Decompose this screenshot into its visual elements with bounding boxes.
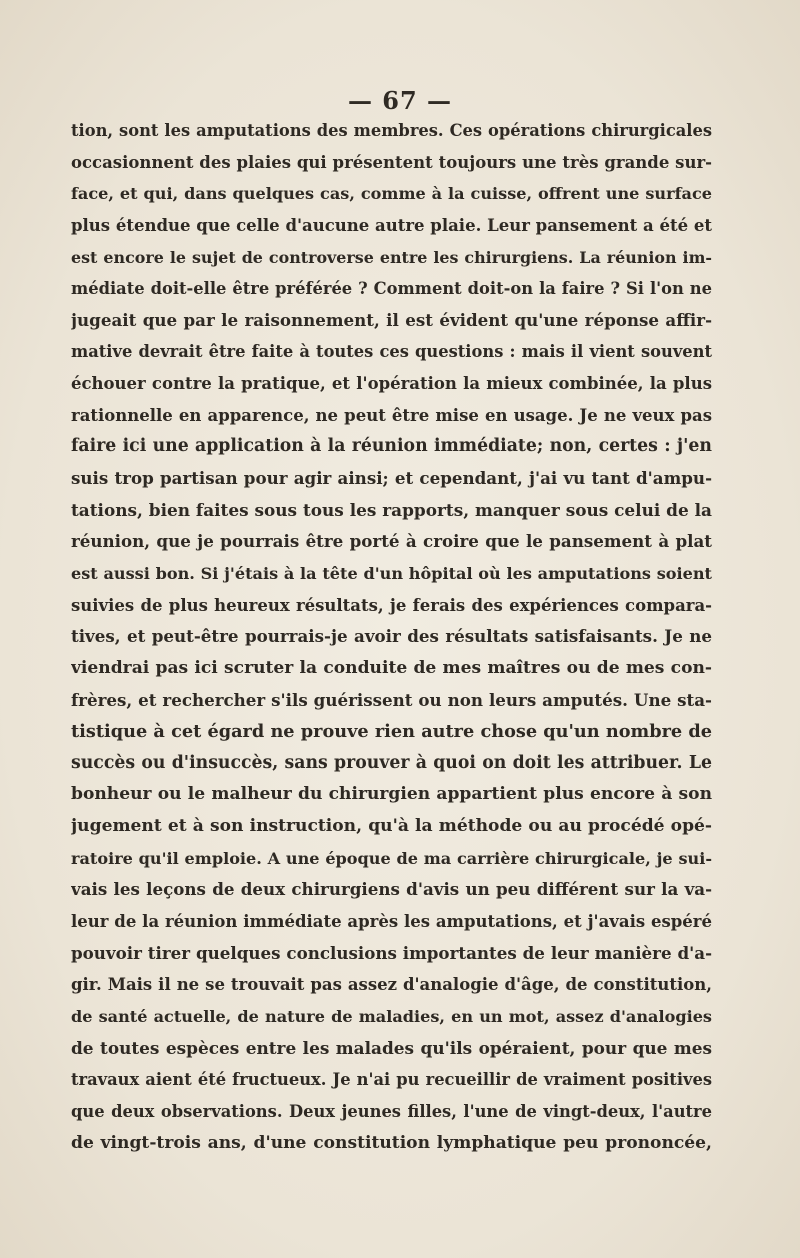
text-line: gir. Mais il ne se trouvait pas assez d'analogie d'âge, de constitution, bbox=[71, 975, 712, 995]
text-line: occasionnent des plaies qui présentent toujours une très grande sur- bbox=[71, 152, 712, 172]
text-line: tations, bien faites sous tous les rapports, manquer sous celui de la bbox=[71, 499, 712, 520]
text-line: tion, sont les amputations des membres. Ces opérations chirurgicales bbox=[71, 121, 712, 140]
text-line: échouer contre la pratique, et l'opération la mieux combinée, la plus bbox=[71, 374, 712, 394]
text-line: de santé actuelle, de nature de maladies, en un mot, assez d'analogies bbox=[71, 1006, 712, 1026]
text-line: travaux aient été fructueux. Je n'ai pu recueillir de vraiment positives bbox=[71, 1070, 712, 1090]
text-line: leur de la réunion immédiate après les amputations, et j'avais espéré bbox=[71, 912, 712, 932]
text-line: suivies de plus heureux résultats, je ferais des expériences compara- bbox=[71, 595, 712, 615]
text-line: tives, et peut-être pourrais-je avoir des résultats satisfaisants. Je ne bbox=[71, 626, 712, 647]
text-line: de toutes espèces entre les malades qu'ils opéraient, pour que mes bbox=[71, 1037, 712, 1058]
text-line: faire ici une application à la réunion immédiate; non, certes : j'en bbox=[71, 436, 712, 457]
text-line: plus étendue que celle d'aucune autre plaie. Leur pansement a été et bbox=[71, 215, 712, 235]
text-line: suis trop partisan pour agir ainsi; et cependant, j'ai vu tant d'ampu- bbox=[71, 468, 712, 489]
text-line: jugeait que par le raisonnement, il est évident qu'une réponse affir- bbox=[71, 309, 712, 330]
text-line: rationnelle en apparence, ne peut être mise en usage. Je ne veux pas bbox=[71, 405, 712, 425]
text-line: que deux observations. Deux jeunes filles, l'une de vingt-deux, l'autre bbox=[71, 1101, 712, 1121]
text-line: ratoire qu'il emploie. A une époque de ma carrière chirurgicale, je sui- bbox=[71, 848, 712, 868]
text-line: viendrai pas ici scruter la conduite de mes maîtres ou de mes con- bbox=[71, 657, 712, 678]
text-line: de vingt-trois ans, d'une constitution lymphatique peu prononcée, bbox=[71, 1132, 712, 1153]
text-line: face, et qui, dans quelques cas, comme à la cuisse, offrent une surface bbox=[71, 184, 712, 204]
text-line: mative devrait être faite à toutes ces questions : mais il vient souvent bbox=[71, 342, 712, 362]
text-line: réunion, que je pourrais être porté à croire que le pansement à plat bbox=[71, 531, 712, 552]
text-line: jugement et à son instruction, qu'à la méthode ou au procédé opé- bbox=[71, 816, 712, 837]
text-line: pouvoir tirer quelques conclusions importantes de leur manière d'a- bbox=[71, 942, 712, 963]
text-line: est aussi bon. Si j'étais à la tête d'un hôpital où les amputations soient bbox=[71, 563, 712, 583]
text-line: médiate doit-elle être préférée ? Comment doit-on la faire ? Si l'on ne bbox=[71, 279, 712, 299]
text-line: vais les leçons de deux chirurgiens d'avis un peu différent sur la va- bbox=[71, 879, 712, 900]
text-line: succès ou d'insuccès, sans prouver à quoi on doit les attribuer. Le bbox=[71, 752, 712, 773]
text-line: est encore le sujet de controverse entre les chirurgiens. La réunion im- bbox=[71, 247, 712, 267]
page-number: — 67 — bbox=[347, 86, 453, 115]
body-text bbox=[71, 115, 712, 1159]
text-line: tistique à cet égard ne prouve rien autre chose qu'un nombre de bbox=[71, 721, 712, 743]
text-line: bonheur ou le malheur du chirurgien appartient plus encore à son bbox=[71, 784, 712, 805]
text-line: frères, et rechercher s'ils guérissent ou non leurs amputés. Une sta- bbox=[71, 689, 712, 710]
